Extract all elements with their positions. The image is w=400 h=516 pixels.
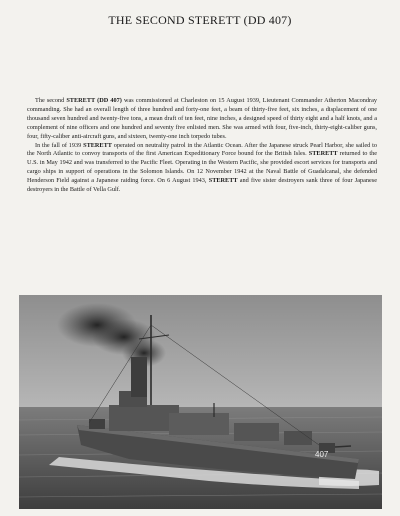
destroyer-photo bbox=[19, 295, 382, 509]
hull-number: 407 bbox=[315, 450, 329, 459]
paragraph-1 bbox=[27, 97, 377, 142]
destroyer-photo-illustration bbox=[19, 295, 382, 509]
ship-name-text: STERETT (DD 407) bbox=[66, 97, 122, 104]
page-title: THE SECOND STERETT (DD 407) bbox=[108, 13, 292, 27]
ship-name-text: STERETT bbox=[308, 150, 338, 158]
paragraph-text: operated on neutrality patrol in the Atlantic Ocean. After the Japanese struck Pearl Harbor, she sailed to the North Atlantic to convoy transports of the first American Expeditionary Force bound for the British Isles. bbox=[27, 141, 377, 158]
paragraph-text: In the fall of 1939 bbox=[35, 141, 84, 149]
paragraph-text: and five sister destroyers sank three of four Japanese destroyers in the Battle of Vella Gulf. bbox=[27, 177, 377, 194]
body-text bbox=[27, 97, 377, 195]
ship-name-text: STERETT bbox=[83, 141, 112, 149]
paragraph-2 bbox=[27, 142, 377, 195]
ship-name-text: STERETT bbox=[208, 177, 238, 185]
paragraph-text: returned to the U.S. in May 1942 and was transferred to the Pacific Fleet. Operating in the Western Pacific, she provided escort services for transports and cargo ships in support of operations in the Solomon Islands. On 12 November 1942 at the Naval Battle of Guadalcanal, she defended Henderson Field against a Japanese raiding force. On 6 August 1943, bbox=[27, 150, 378, 185]
paragraph-text: The second bbox=[35, 97, 67, 104]
paragraph-text: was commissioned at Charleston on 15 August 1939, Lieutenant Commander Atherton Macondray commanding. She had an overall length of three hundred and forty-one feet, a beam of thirty-five feet, six inches, a displacement of one thousand seven hundred and twenty-five tons, a mean draft of ten feet, nine inches, a designed speed of thirty eight and a half knots, and a complement of nine officers and one hundred and seventy five enlisted men. She was armed with four, five-inch, thirty-eight-caliber guns, four, fifty-caliber anti-aircraft guns, and sixteen, twenty-one inch torpedo tubes. bbox=[27, 97, 377, 140]
